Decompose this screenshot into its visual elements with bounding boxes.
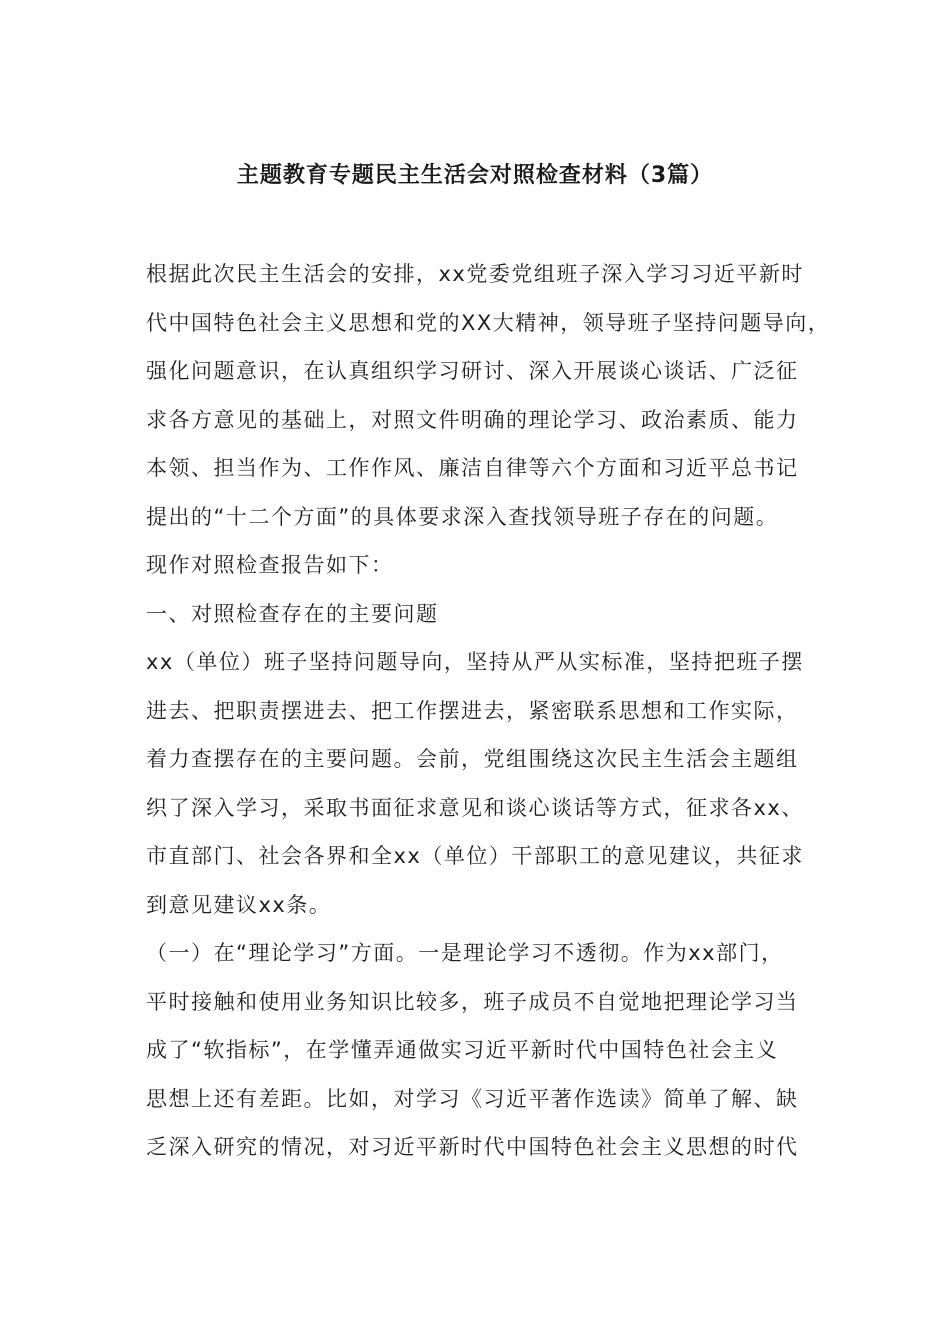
subsection-line: （一）在“理论学习”方面。一是理论学习不透彻。作为xx部门， xyxy=(146,941,784,965)
document-title: 主题教育专题民主生活会对照检查材料（3篇） xyxy=(236,163,714,188)
body-line: 平时接触和使用业务知识比较多，班子成员不自觉地把理论学习当 xyxy=(146,989,799,1014)
document-body xyxy=(146,250,831,1172)
body-line: 本领、担当作为、工作作风、廉洁自律等六个方面和习近平总书记 xyxy=(146,456,799,480)
body-line: 成了“软指标”，在学懂弄通做实习近平新时代中国特色社会主义 xyxy=(146,1038,779,1062)
body-line: 根据此次民主生活会的安排，xx党委党组班子深入学习习近平新时 xyxy=(146,262,804,286)
body-line: 代中国特色社会主义思想和党的XX大精神，领导班子坚持问题导向， xyxy=(146,310,831,335)
body-line: 乏深入研究的情况，对习近平新时代中国特色社会主义思想的时代 xyxy=(146,1135,799,1159)
body-line: 进去、把职责摆进去、把工作摆进去，紧密联系思想和工作实际， xyxy=(146,698,799,723)
body-line: 强化问题意识，在认真组织学习研讨、深入开展谈心谈话、广泛征 xyxy=(146,359,799,383)
body-line: 思想上还有差距。比如，对学习《习近平著作选读》简单了解、缺 xyxy=(146,1086,799,1111)
body-line: 提出的“十二个方面”的具体要求深入查找领导班子存在的问题。 xyxy=(146,504,779,529)
body-line: 着力查摆存在的主要问题。会前，党组围绕这次民主生活会主题组 xyxy=(146,747,799,771)
body-line: 求各方意见的基础上，对照文件明确的理论学习、政治素质、能力 xyxy=(146,407,799,432)
section-heading: 一、对照检查存在的主要问题 xyxy=(146,601,439,626)
body-line: 现作对照检查报告如下： xyxy=(146,553,394,577)
body-line: 市直部门、社会各界和全xx（单位）干部职工的意见建议，共征求 xyxy=(146,844,804,868)
body-line: 织了深入学习，采取书面征求意见和谈心谈话等方式，征求各xx、 xyxy=(146,795,804,820)
body-line: 到意见建议xx条。 xyxy=(146,892,332,917)
body-line: xx（单位）班子坚持问题导向，坚持从严从实标准，坚持把班子摆 xyxy=(146,650,804,674)
